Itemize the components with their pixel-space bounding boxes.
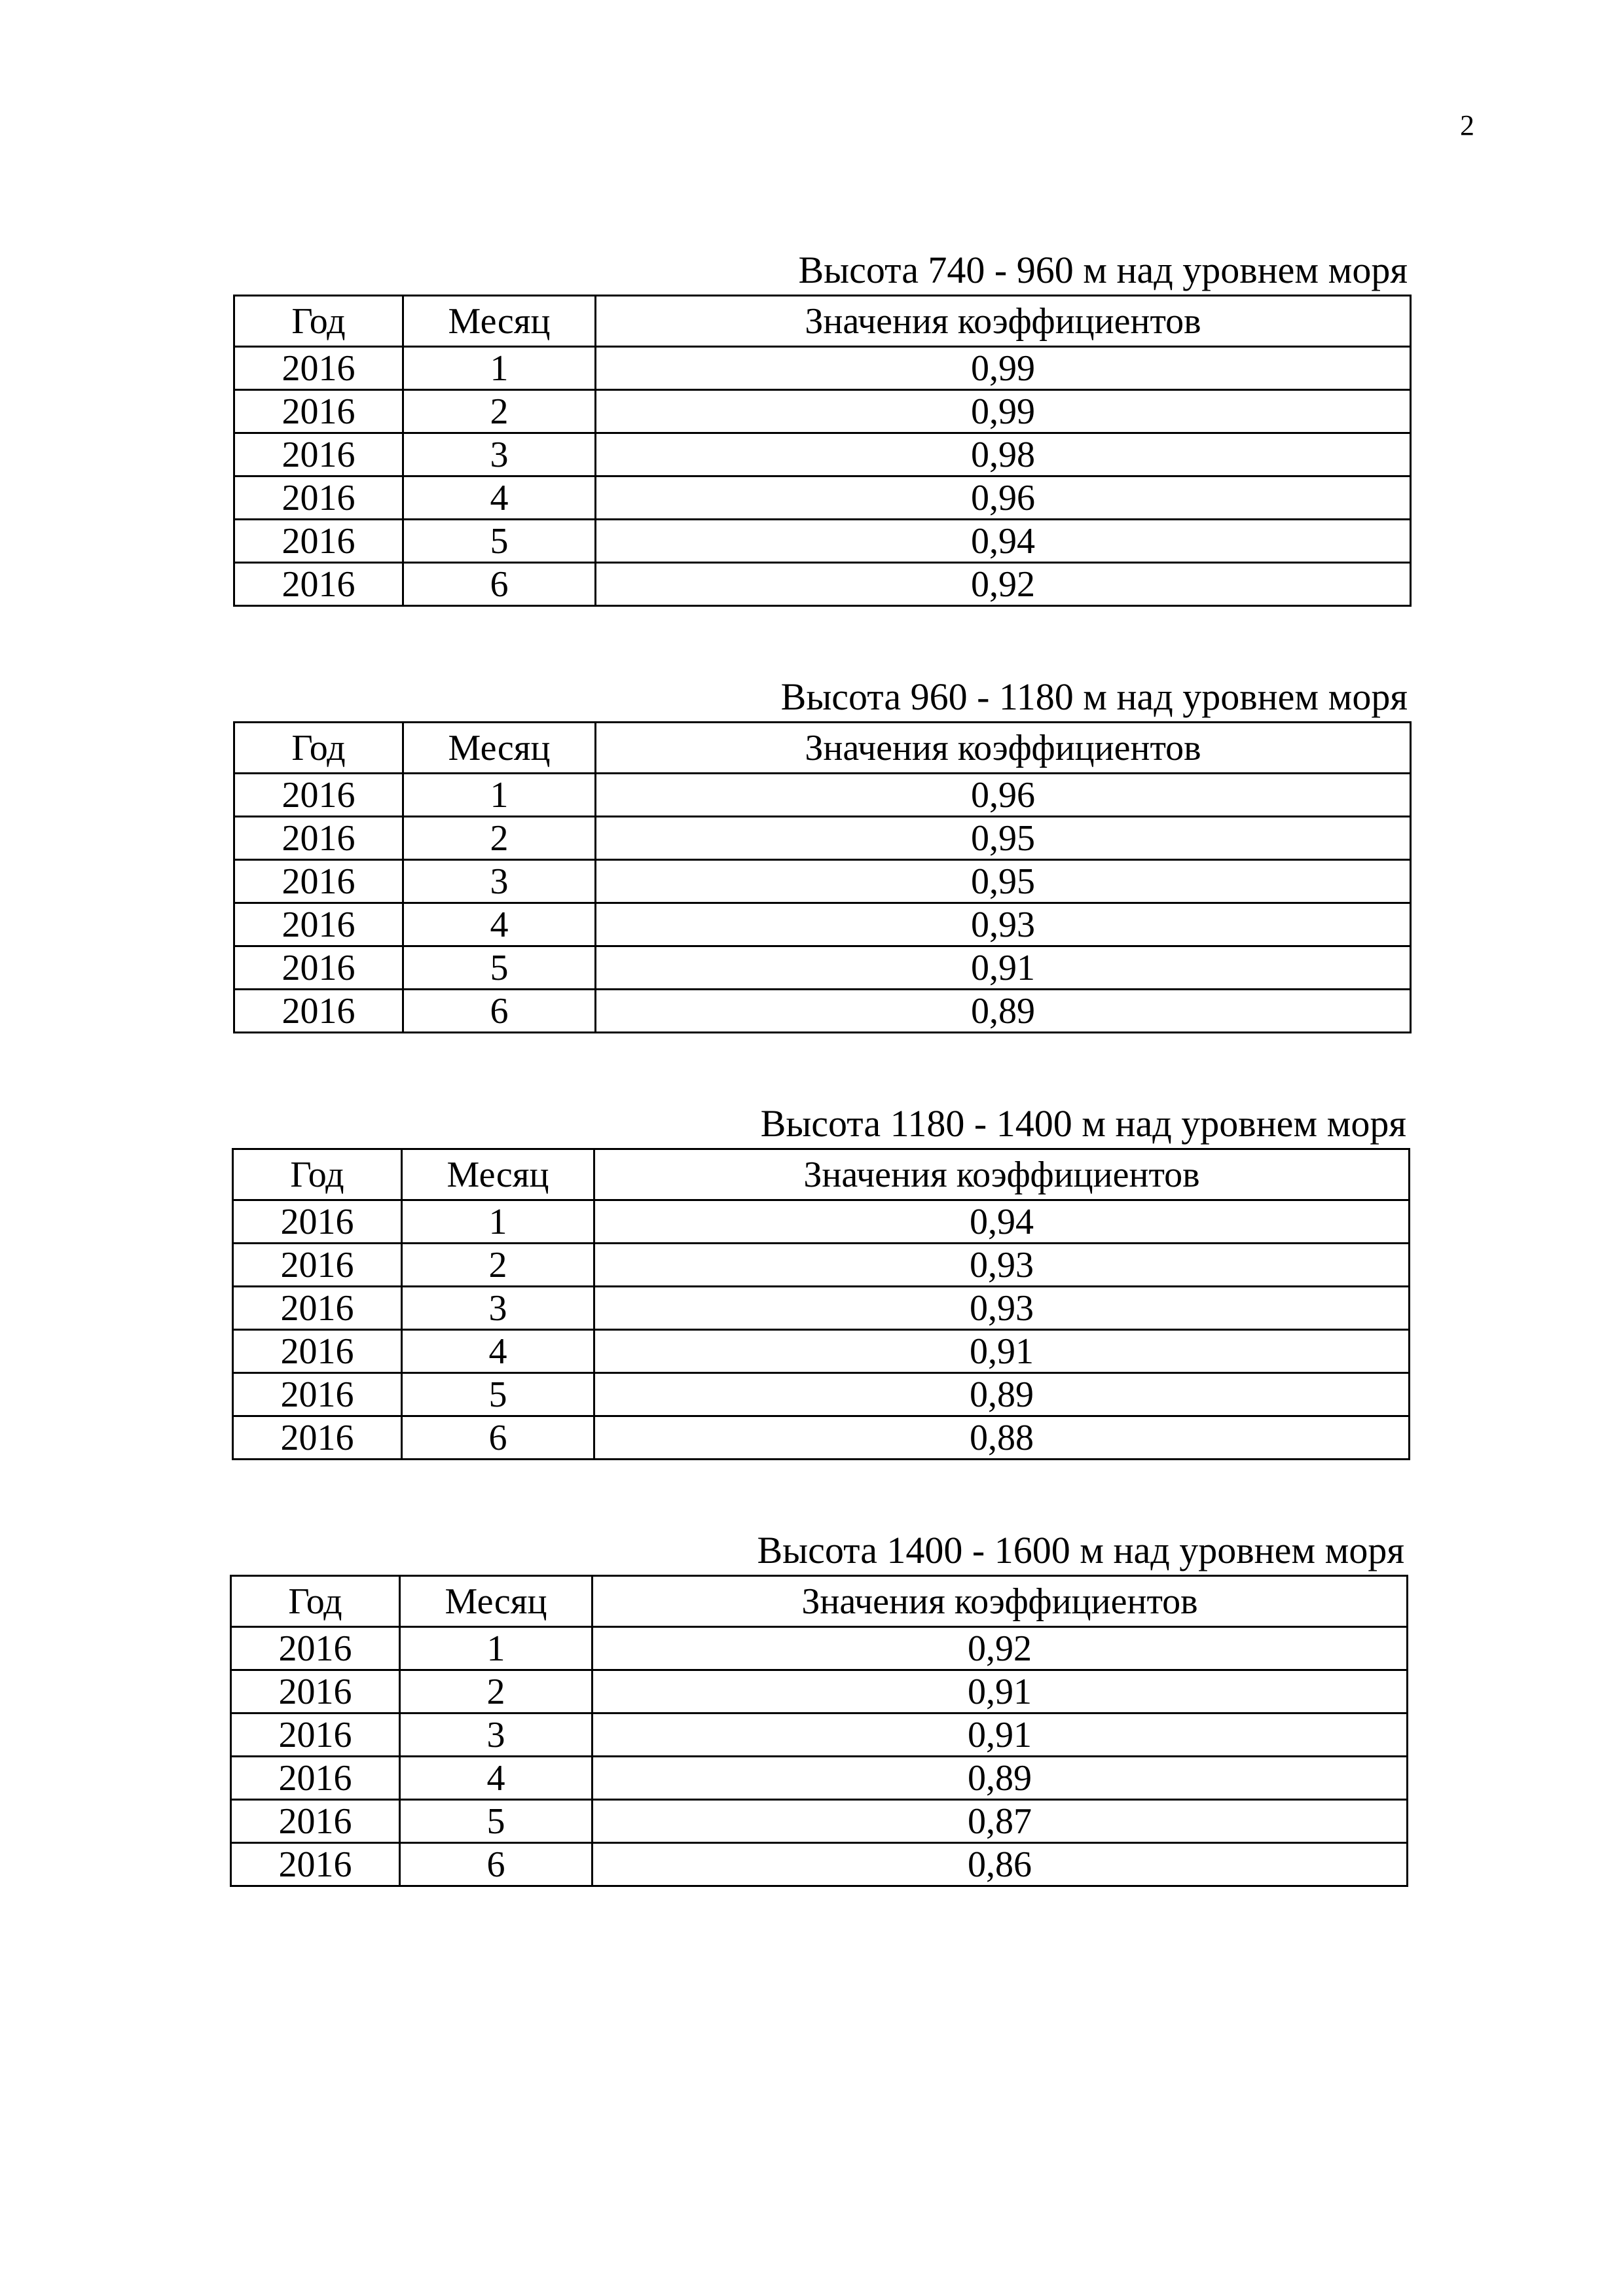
table-row [231,1713,1408,1757]
table-row [234,946,1411,990]
cell-value: 0,93 [594,1244,1410,1287]
cell-month: 2 [403,390,596,433]
table-row [233,1373,1410,1416]
cell-year: 2016 [234,946,403,990]
cell-value: 0,93 [594,1287,1410,1330]
cell-value: 0,92 [593,1627,1408,1670]
cell-month: 1 [403,774,596,817]
cell-year: 2016 [234,347,403,390]
table-header-row [233,1149,1410,1200]
altitude-table-block-960-1180 [233,675,1412,1033]
table-row [231,1627,1408,1670]
cell-value: 0,93 [596,903,1411,946]
table-row [234,433,1411,476]
table-row [231,1670,1408,1713]
cell-year: 2016 [234,774,403,817]
cell-value: 0,96 [596,774,1411,817]
cell-month: 6 [403,563,596,606]
table-header-row [231,1576,1408,1627]
cell-month: 3 [403,860,596,903]
cell-year: 2016 [231,1757,400,1800]
table-row [234,990,1411,1033]
table-row [233,1287,1410,1330]
table-row [234,903,1411,946]
cell-month: 5 [402,1373,594,1416]
cell-year: 2016 [231,1670,400,1713]
page-number: 2 [1460,109,1474,141]
table-row [231,1800,1408,1843]
column-header-value: Значения коэффициентов [594,1149,1410,1200]
cell-month: 1 [403,347,596,390]
column-header-year: Год [231,1576,400,1627]
cell-value: 0,86 [593,1843,1408,1886]
cell-month: 5 [403,520,596,563]
coefficient-table [230,1575,1408,1887]
cell-year: 2016 [234,990,403,1033]
cell-value: 0,98 [596,433,1411,476]
table-row [233,1244,1410,1287]
column-header-month: Месяц [403,296,596,347]
cell-month: 1 [402,1200,594,1244]
table-caption: Высота 960 - 1180 м над уровнем моря [780,675,1408,718]
cell-year: 2016 [234,563,403,606]
table-row [233,1330,1410,1373]
cell-month: 6 [400,1843,593,1886]
cell-month: 3 [400,1713,593,1757]
cell-value: 0,87 [593,1800,1408,1843]
cell-month: 2 [403,817,596,860]
table-caption: Высота 1400 - 1600 м над уровнем моря [757,1529,1404,1571]
cell-year: 2016 [234,903,403,946]
cell-year: 2016 [233,1200,402,1244]
table-caption: Высота 740 - 960 м над уровнем моря [798,249,1408,291]
cell-year: 2016 [234,476,403,520]
table-row [231,1843,1408,1886]
column-header-month: Месяц [400,1576,593,1627]
cell-value: 0,89 [596,990,1411,1033]
table-row [234,563,1411,606]
cell-value: 0,89 [593,1757,1408,1800]
cell-month: 6 [402,1416,594,1460]
cell-year: 2016 [231,1713,400,1757]
cell-value: 0,88 [594,1416,1410,1460]
altitude-table-block-1180-1400 [232,1102,1410,1460]
cell-value: 0,91 [594,1330,1410,1373]
column-header-year: Год [234,296,403,347]
table-row [234,520,1411,563]
altitude-table-block-740-960 [233,251,1412,607]
table-row [231,1757,1408,1800]
cell-year: 2016 [233,1373,402,1416]
cell-year: 2016 [234,860,403,903]
cell-value: 0,89 [594,1373,1410,1416]
cell-year: 2016 [233,1244,402,1287]
cell-month: 4 [403,903,596,946]
coefficient-table [233,721,1412,1033]
table-row [233,1200,1410,1244]
table-row [233,1416,1410,1460]
table-row [234,347,1411,390]
cell-month: 4 [403,476,596,520]
cell-month: 5 [400,1800,593,1843]
cell-month: 3 [402,1287,594,1330]
cell-month: 1 [400,1627,593,1670]
cell-year: 2016 [234,390,403,433]
cell-value: 0,96 [596,476,1411,520]
altitude-table-block-1400-1600 [230,1529,1408,1887]
cell-value: 0,99 [596,390,1411,433]
table-header-row [234,296,1411,347]
cell-year: 2016 [231,1800,400,1843]
cell-value: 0,94 [594,1200,1410,1244]
cell-month: 5 [403,946,596,990]
table-row [234,476,1411,520]
column-header-value: Значения коэффициентов [596,296,1411,347]
table-row [234,774,1411,817]
table-row [234,390,1411,433]
cell-year: 2016 [233,1416,402,1460]
cell-month: 2 [402,1244,594,1287]
cell-month: 6 [403,990,596,1033]
cell-value: 0,95 [596,860,1411,903]
cell-year: 2016 [233,1287,402,1330]
cell-value: 0,91 [596,946,1411,990]
cell-year: 2016 [234,520,403,563]
cell-value: 0,94 [596,520,1411,563]
coefficient-table [233,295,1412,607]
cell-value: 0,99 [596,347,1411,390]
table-header-row [234,723,1411,774]
table-row [234,860,1411,903]
cell-year: 2016 [231,1843,400,1886]
column-header-month: Месяц [403,723,596,774]
cell-year: 2016 [231,1627,400,1670]
cell-value: 0,91 [593,1670,1408,1713]
table-caption: Высота 1180 - 1400 м над уровнем моря [760,1102,1406,1145]
cell-year: 2016 [233,1330,402,1373]
column-header-month: Месяц [402,1149,594,1200]
cell-year: 2016 [234,433,403,476]
cell-value: 0,92 [596,563,1411,606]
cell-value: 0,95 [596,817,1411,860]
cell-month: 4 [400,1757,593,1800]
column-header-year: Год [234,723,403,774]
column-header-value: Значения коэффициентов [596,723,1411,774]
cell-month: 4 [402,1330,594,1373]
column-header-year: Год [233,1149,402,1200]
cell-month: 2 [400,1670,593,1713]
cell-month: 3 [403,433,596,476]
cell-year: 2016 [234,817,403,860]
cell-value: 0,91 [593,1713,1408,1757]
column-header-value: Значения коэффициентов [593,1576,1408,1627]
coefficient-table [232,1148,1410,1460]
table-row [234,817,1411,860]
